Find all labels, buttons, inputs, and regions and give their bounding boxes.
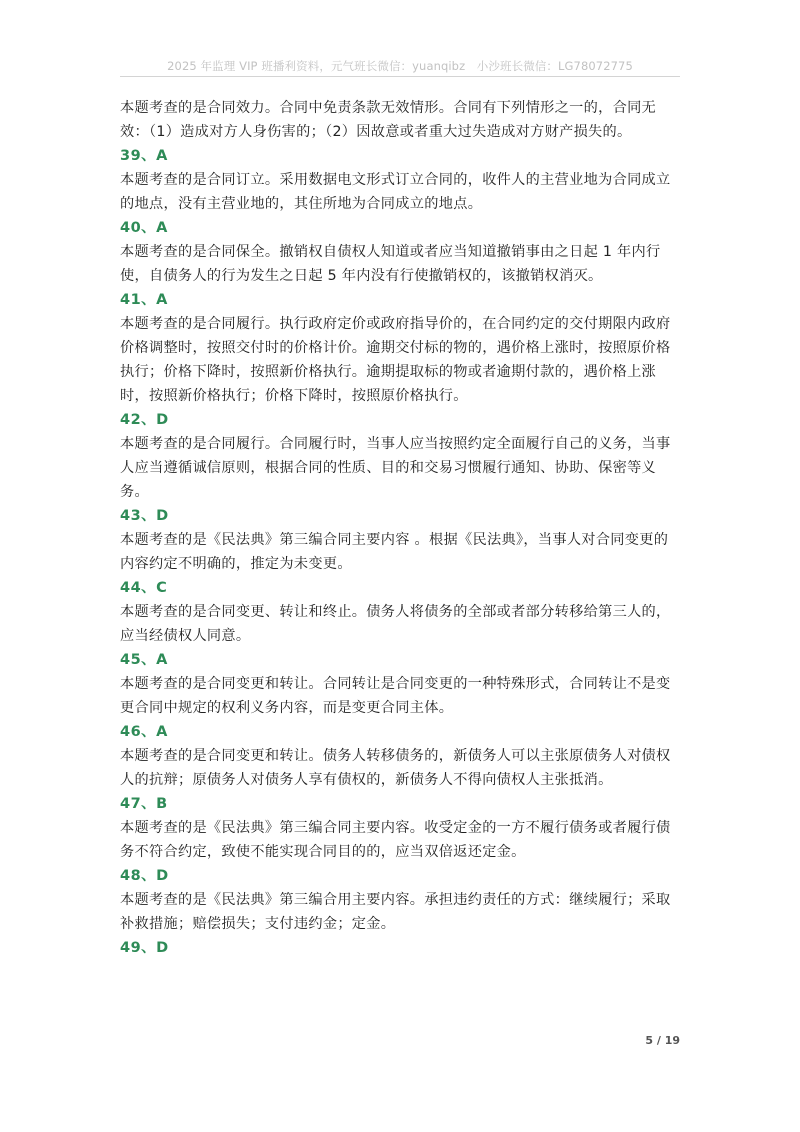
answer-label-48: 48、D — [120, 868, 169, 884]
answer-label-39: 39、A — [120, 148, 168, 164]
explanation-45: 本题考查的是合同变更和转让。合同转让是合同变更的一种特殊形式，合同转让不是变更合同中规定的权利义务内容，而是变更合同主体。 — [120, 676, 671, 716]
answer-label-42: 42、D — [120, 412, 169, 428]
explanation-46: 本题考查的是合同变更和转让。债务人转移债务的，新债务人可以主张原债务人对债权人的抗辩；原债务人对债务人享有债权的，新债务人不得向债权人主张抵消。 — [120, 748, 671, 788]
explanation-42: 本题考查的是合同履行。合同履行时，当事人应当按照约定全面履行自己的义务，当事人应当遵循诚信原则，根据合同的性质、目的和交易习惯履行通知、协助、保密等义务。 — [120, 436, 671, 500]
header-divider — [120, 76, 680, 77]
explanation-39: 本题考查的是合同订立。采用数据电文形式订立合同的，收件人的主营业地为合同成立的地点，没有主营业地的，其住所地为合同成立的地点。 — [120, 172, 671, 212]
answer-label-41: 41、A — [120, 292, 168, 308]
answer-explanations — [120, 96, 680, 960]
explanation-44: 本题考查的是合同变更、转让和终止。债务人将债务的全部或者部分转移给第三人的，应当经债权人同意。 — [120, 604, 671, 644]
explanation-41: 本题考查的是合同履行。执行政府定价或政府指导价的，在合同约定的交付期限内政府价格调整时，按照交付时的价格计价。逾期交付标的物的，遇价格上涨时，按照原价格执行；价格下降时，按照新价格执行。逾期提取标的物或者逾期付款的，遇价格上涨时，按照新价格执行；价格下降时，按照原价格执行。 — [120, 316, 671, 404]
answer-label-47: 47、B — [120, 796, 168, 812]
page-header: 2025 年监理 VIP 班播利资料，元气班长微信：yuanqibz 小沙班长微信：LG78072775 — [167, 59, 633, 73]
page-number: 5 / 19 — [645, 1034, 680, 1047]
answer-label-46: 46、A — [120, 724, 168, 740]
answer-label-45: 45、A — [120, 652, 168, 668]
explanation-47: 本题考查的是《民法典》第三编合同主要内容。收受定金的一方不履行债务或者履行债务不符合约定，致使不能实现合同目的的，应当双倍返还定金。 — [120, 820, 671, 860]
answer-label-43: 43、D — [120, 508, 169, 524]
intro-explanation: 本题考查的是合同效力。合同中免责条款无效情形。合同有下列情形之一的，合同无效：（1）造成对方人身伤害的；（2）因故意或者重大过失造成对方财产损失的。 — [120, 100, 657, 140]
answer-label-49: 49、D — [120, 940, 169, 956]
answer-label-40: 40、A — [120, 220, 168, 236]
answer-label-44: 44、C — [120, 580, 168, 596]
explanation-40: 本题考查的是合同保全。撤销权自债权人知道或者应当知道撤销事由之日起 1 年内行使，自债务人的行为发生之日起 5 年内没有行使撤销权的，该撤销权消灭。 — [120, 244, 661, 284]
explanation-43: 本题考查的是《民法典》第三编合同主要内容 。根据《民法典》，当事人对合同变更的内容约定不明确的，推定为未变更。 — [120, 532, 669, 572]
explanation-48: 本题考查的是《民法典》第三编合用主要内容。承担违约责任的方式：继续履行；采取补救措施；赔偿损失；支付违约金；定金。 — [120, 892, 671, 932]
